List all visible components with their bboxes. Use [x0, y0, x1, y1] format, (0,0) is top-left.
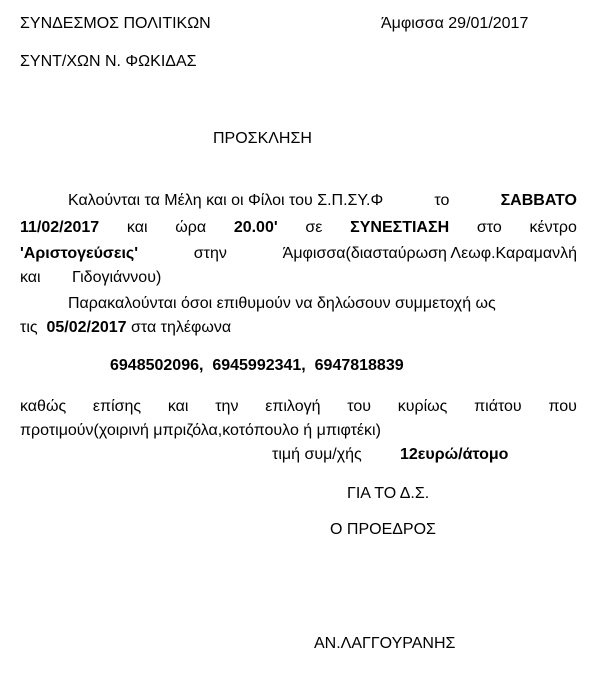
p3-word: την — [215, 398, 239, 415]
p1-day: ΣΑΒΒΑΤΟ — [500, 192, 577, 209]
p3-word: και — [167, 398, 189, 415]
price-value: 12ευρώ/άτομο — [400, 446, 509, 463]
document-title: ΠΡΟΣΚΛΗΣΗ — [213, 130, 312, 147]
p3-word: πιάτου — [474, 398, 522, 415]
p2-intro: Παρακαλούνται όσοι επιθυμούν να δηλώσουν συμμετοχή ως — [68, 295, 496, 312]
p3-word: κυρίως — [397, 398, 448, 415]
p1-se: σε — [305, 219, 323, 236]
p3-word: καθώς — [20, 398, 67, 415]
p3-line-2: προτιμούν(χοιρινή μπριζόλα,κοτόπουλο ή μπιφτέκι) — [20, 422, 381, 439]
p1-line-1 — [68, 191, 577, 210]
p3-word: του — [347, 398, 371, 415]
p2-until: τις — [20, 319, 38, 336]
p1-line-2 — [20, 218, 577, 237]
for-board: ΓΙΑ ΤΟ Δ.Σ. — [347, 485, 430, 502]
p2-phones-label: στα τηλέφωνα — [131, 319, 232, 336]
org-line-1: ΣΥΝΔΕΣΜΟΣ ΠΟΛΙΤΙΚΩΝ — [20, 15, 211, 32]
p1-at: στο — [476, 219, 502, 236]
p3-word: επίσης — [92, 398, 142, 415]
signatory-role: Ο ΠΡΟΕΔΡΟΣ — [330, 521, 436, 538]
p1-in: στην — [193, 245, 227, 262]
p1-date: 11/02/2017 — [20, 219, 100, 236]
p1-and: και — [126, 219, 148, 236]
p1-line-3 — [20, 244, 577, 263]
p1-centre: κέντρο — [529, 219, 577, 236]
org-line-2: ΣΥΝΤ/ΧΩΝ Ν. ΦΩΚΙΔΑΣ — [20, 53, 197, 70]
p1-time: 20.00' — [233, 219, 278, 236]
p1-street: Γιδογιάννου) — [72, 269, 162, 286]
p3-line-1 — [20, 397, 577, 416]
phone-numbers: 6948502096, 6945992341, 6947818839 — [110, 357, 404, 374]
p1-event: ΣΥΝΕΣΤΙΑΣΗ — [350, 219, 450, 236]
p1-venue: 'Αριστογεύσεις' — [20, 245, 139, 262]
p3-word: επιλογή — [265, 398, 321, 415]
p2-line-2 — [20, 318, 231, 337]
p1-intro: Καλούνται τα Μέλη και οι Φίλοι του Σ.Π.ΣΥ.Φ — [68, 192, 384, 209]
p1-time-word: ώρα — [175, 219, 207, 236]
price-label: τιμή συμ/χής — [272, 446, 362, 463]
p2-deadline: 05/02/2017 — [46, 319, 127, 336]
p3-word: που — [548, 398, 577, 415]
p2-line-1 — [68, 294, 577, 313]
signatory-name: ΑΝ.ΛΑΓΓΟΥΡΑΝΗΣ — [314, 635, 456, 652]
p1-to: το — [434, 192, 450, 209]
p1-location: Άμφισσα(διασταύρωση Λεωφ.Καραμανλή — [282, 245, 577, 262]
place-date: Άμφισσα 29/01/2017 — [381, 15, 529, 32]
p1-and2: και — [20, 269, 41, 286]
